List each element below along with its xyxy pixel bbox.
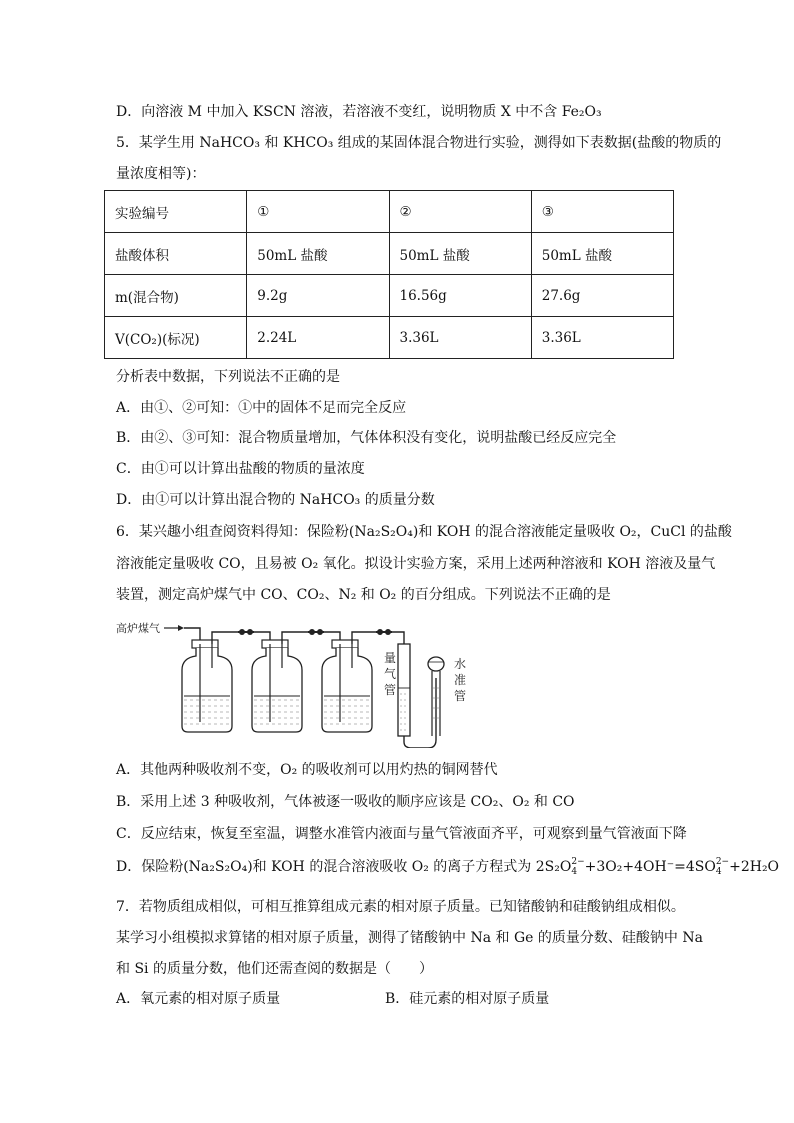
q7-option-b: B．硅元素的相对原子质量 xyxy=(385,991,550,1007)
q5-option-b: B．由②、③可知：混合物质量增加，气体体积没有变化，说明盐酸已经反应完全 xyxy=(116,430,617,446)
ion-formula-2: SO2− 4 xyxy=(694,857,730,877)
absorption-bottle-3 xyxy=(322,640,372,732)
q7-stem-line2: 某学习小组模拟求算锗的相对原子质量，测得了锗酸钠中 Na 和 Ge 的质量分数、硅酸钠中 Na xyxy=(116,930,703,946)
table-cell: ② xyxy=(389,191,531,233)
table-cell: ① xyxy=(247,191,389,233)
table-row xyxy=(105,191,674,233)
ion-formula-1: S₂O2− 4 xyxy=(544,857,585,877)
q6-option-d-prefix: D．保险粉(Na₂S₂O₄)和 KOH 的混合溶液吸收 O₂ 的离子方程式为 2 xyxy=(116,859,545,875)
q6-stem-line3: 装置，测定高炉煤气中 CO、CO₂、N₂ 和 O₂ 的百分组成。下列说法不正确的是 xyxy=(116,587,611,603)
table-row xyxy=(105,275,674,317)
q5-stem-line2: 量浓度相等)： xyxy=(116,166,206,182)
level-tube-label: 水 准 管 xyxy=(454,657,467,703)
absorption-bottle-2 xyxy=(252,640,302,732)
table-cell: 2.24L xyxy=(247,317,389,359)
q4-option-d: D．向溶液 M 中加入 KSCN 溶液，若溶液不变红，说明物质 X 中不含 Fe₂O₃ xyxy=(116,104,602,120)
q6-option-c: C．反应结束，恢复至室温，调整水准管内液面与量气管液面齐平，可观察到量气管液面下降 xyxy=(116,826,687,842)
tube-clamp-3 xyxy=(376,629,392,635)
table-cell: 50mL 盐酸 xyxy=(389,233,531,275)
q7-option-a: A．氧元素的相对原子质量 xyxy=(116,991,281,1007)
q6-option-a: A．其他两种吸收剂不变，O₂ 的吸收剂可以用灼热的铜网替代 xyxy=(116,762,498,778)
table-cell: V(CO₂)(标况) xyxy=(105,317,247,359)
tube-clamp-2 xyxy=(308,629,324,635)
q5-option-a: A．由①、②可知：①中的固体不足而完全反应 xyxy=(116,400,407,416)
table-cell: 27.6g xyxy=(531,275,673,317)
q6-option-d xyxy=(116,857,779,877)
table-cell: 3.36L xyxy=(531,317,673,359)
q5-stem-line1: 5．某学生用 NaHCO₃ 和 KHCO₃ 组成的某固体混合物进行实验，测得如下表数据(盐酸的物质的 xyxy=(116,135,722,151)
q6-stem-line1: 6．某兴趣小组查阅资料得知：保险粉(Na₂S₂O₄)和 KOH 的混合溶液能定量吸收 O₂，CuCl 的盐酸 xyxy=(116,524,732,540)
q6-option-d-middle: +3O₂+4OH⁻=4 xyxy=(584,859,695,875)
table-cell: m(混合物) xyxy=(105,275,247,317)
table-cell: 16.56g xyxy=(389,275,531,317)
gas-analysis-apparatus-diagram xyxy=(112,618,492,748)
gas-tube-label: 量 气 管 xyxy=(384,651,397,697)
table-cell: ③ xyxy=(531,191,673,233)
q6-option-d-suffix: +2H₂O xyxy=(729,859,780,875)
table-cell: 9.2g xyxy=(247,275,389,317)
table-row xyxy=(105,317,674,359)
table-cell: 盐酸体积 xyxy=(105,233,247,275)
q7-stem-line3: 和 Si 的质量分数，他们还需查阅的数据是（ ） xyxy=(116,961,433,977)
inlet-arrowhead xyxy=(178,625,184,631)
gas-measuring-tube xyxy=(398,644,410,736)
q5-option-d: D．由①可以计算出混合物的 NaHCO₃ 的质量分数 xyxy=(116,492,435,508)
q6-stem-line2: 溶液能定量吸收 CO，且易被 O₂ 氧化。拟设计实验方案，采用上述两种溶液和 KOH 溶液及量气 xyxy=(116,556,716,572)
tube-to-gas-tube xyxy=(392,632,404,644)
table-cell: 50mL 盐酸 xyxy=(247,233,389,275)
absorption-bottle-1 xyxy=(182,640,232,732)
q5-option-c: C．由①可以计算出盐酸的物质的量浓度 xyxy=(116,461,365,477)
q5-prompt: 分析表中数据，下列说法不正确的是 xyxy=(116,369,340,385)
tube-clamp-1 xyxy=(238,629,254,635)
q6-option-b: B．采用上述 3 种吸收剂，气体被逐一吸收的顺序应该是 CO₂、O₂ 和 CO xyxy=(116,794,575,810)
table-cell: 3.36L xyxy=(389,317,531,359)
q7-stem-line1: 7．若物质组成相似，可相互推算组成元素的相对原子质量。已知锗酸钠和硅酸钠组成相似。 xyxy=(116,899,685,915)
table-cell: 50mL 盐酸 xyxy=(531,233,673,275)
q5-data-table xyxy=(104,190,674,359)
gas-inlet-label: 高炉煤气 xyxy=(116,623,160,635)
table-cell: 实验编号 xyxy=(105,191,247,233)
table-row xyxy=(105,233,674,275)
